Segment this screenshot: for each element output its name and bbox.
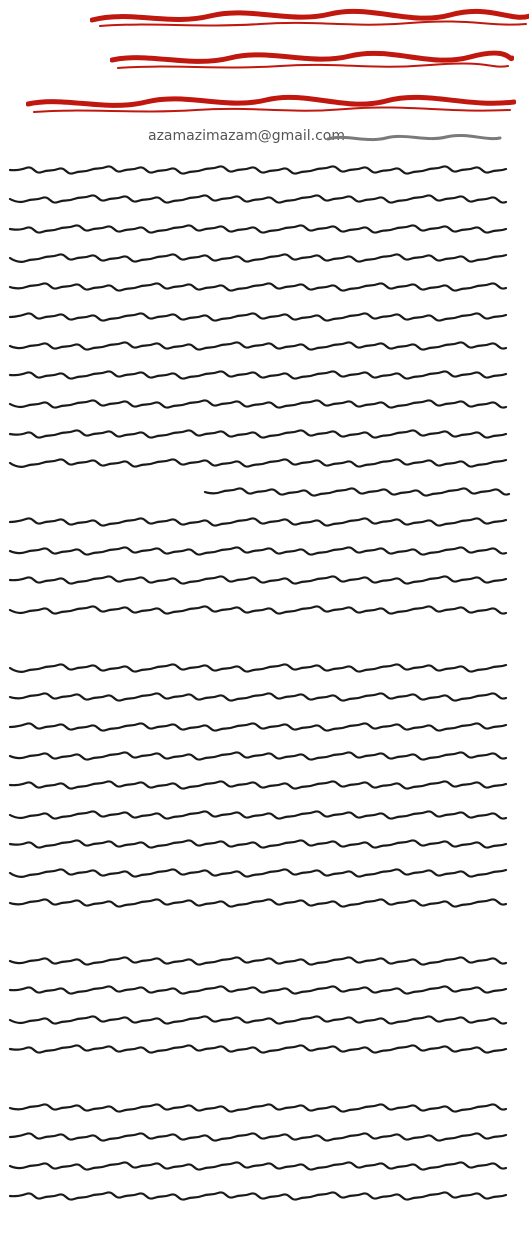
script-scribble: [8, 719, 522, 733]
article-text-line: [8, 221, 522, 235]
script-scribble: [8, 1012, 522, 1026]
script-scribble: [8, 250, 522, 264]
article-text-line: [8, 191, 522, 205]
article-text-line: [8, 572, 522, 586]
script-scribble: [8, 338, 522, 352]
script-scribble: [8, 455, 522, 469]
author-name-script: [326, 132, 502, 144]
script-scribble: [8, 895, 522, 909]
script-scribble: [8, 162, 522, 176]
article-text-line: [8, 396, 522, 410]
article-text-line: [8, 1158, 522, 1172]
script-scribble: [8, 572, 522, 586]
article-text-line: [8, 309, 522, 323]
headline-line-3: [26, 92, 516, 116]
script-scribble: [8, 514, 522, 528]
article-text-line: [8, 455, 522, 469]
script-scribble: [8, 748, 522, 762]
article-text-line: [8, 338, 522, 352]
article-text-line: [8, 1188, 522, 1202]
headline-script: [26, 92, 516, 116]
script-scribble: [8, 602, 522, 616]
author-email: azamazimazam@gmail.com: [148, 128, 345, 144]
script-scribble: [203, 484, 522, 498]
article-text-line: [203, 484, 522, 498]
article-text-line: [8, 689, 522, 703]
script-scribble: [8, 191, 522, 205]
article-text-line: [8, 543, 522, 557]
article-text-line: [8, 279, 522, 293]
article-text-line: [8, 602, 522, 616]
article-text-line: [8, 1041, 522, 1055]
headline-line-1: [90, 6, 529, 30]
article-text-line: [8, 426, 522, 440]
script-scribble: [8, 689, 522, 703]
article-text-line: [8, 660, 522, 674]
script-scribble: [8, 836, 522, 850]
script-scribble: [8, 1129, 522, 1143]
headline-line-2: [110, 48, 514, 72]
article-text-line: [8, 836, 522, 850]
article-body: [8, 158, 522, 1254]
headline-block: [18, 0, 523, 122]
script-scribble: [8, 777, 522, 791]
article-text-line: [8, 865, 522, 879]
script-scribble: [8, 367, 522, 381]
script-scribble: [8, 221, 522, 235]
script-scribble: [8, 1100, 522, 1114]
script-scribble: [8, 396, 522, 410]
script-scribble: [8, 426, 522, 440]
script-scribble: [8, 309, 522, 323]
script-scribble: [8, 953, 522, 967]
article-text-line: [8, 953, 522, 967]
script-scribble: [8, 807, 522, 821]
script-scribble: [8, 1188, 522, 1202]
byline: [140, 126, 520, 148]
headline-script: [90, 6, 529, 30]
article-text-line: [8, 748, 522, 762]
article-text-line: [8, 895, 522, 909]
script-scribble: [8, 660, 522, 674]
script-scribble: [8, 1158, 522, 1172]
article-text-line: [8, 1012, 522, 1026]
script-scribble: [8, 982, 522, 996]
article-text-line: [8, 367, 522, 381]
article-text-line: [8, 1100, 522, 1114]
script-scribble: [8, 865, 522, 879]
headline-script: [110, 48, 514, 72]
script-scribble: [8, 279, 522, 293]
script-scribble: [8, 543, 522, 557]
article-text-line: [8, 1129, 522, 1143]
article-text-line: [8, 250, 522, 264]
article-text-line: [8, 162, 522, 176]
author-name: [326, 132, 502, 144]
script-scribble: [8, 1041, 522, 1055]
article-text-line: [8, 514, 522, 528]
article-text-line: [8, 719, 522, 733]
article-text-line: [8, 807, 522, 821]
article-text-line: [8, 982, 522, 996]
article-text-line: [8, 777, 522, 791]
